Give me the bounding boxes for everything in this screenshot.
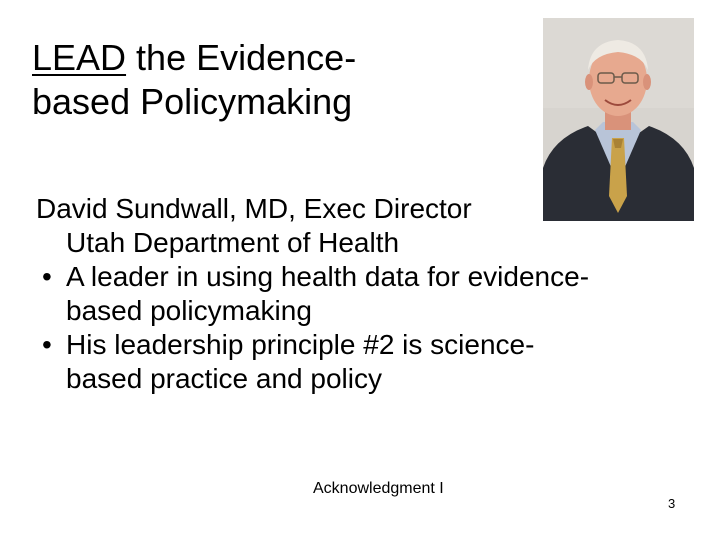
title-line-2: based Policymaking [32,81,353,122]
bullet-2-line-2: based practice and policy [66,363,382,394]
bullet-2-line-1: His leadership principle #2 is science- [66,329,535,360]
acknowledgment-text: Acknowledgment I [313,480,444,497]
bullet-1-line-1: A leader in using health data for evidence- [66,261,590,292]
title-lead-word: LEAD [32,37,127,78]
title-line-1 [32,36,532,80]
body-text [36,192,686,396]
portrait-illustration [543,18,694,221]
bullet-icon: • [42,261,52,292]
bullet-1-line-2: based policymaking [66,295,312,326]
speaker-affiliation: Utah Department of Health [66,227,400,258]
page-number: 3 [668,496,676,511]
slide-title [32,36,532,124]
title-line-1-rest: the Evidence- [126,37,357,78]
portrait-photo [543,18,694,221]
bullet-item-2 [36,328,686,396]
bullet-icon: • [42,329,52,360]
bullet-item-1 [36,260,686,328]
speaker-name: David Sundwall, MD, Exec Director [36,193,472,224]
